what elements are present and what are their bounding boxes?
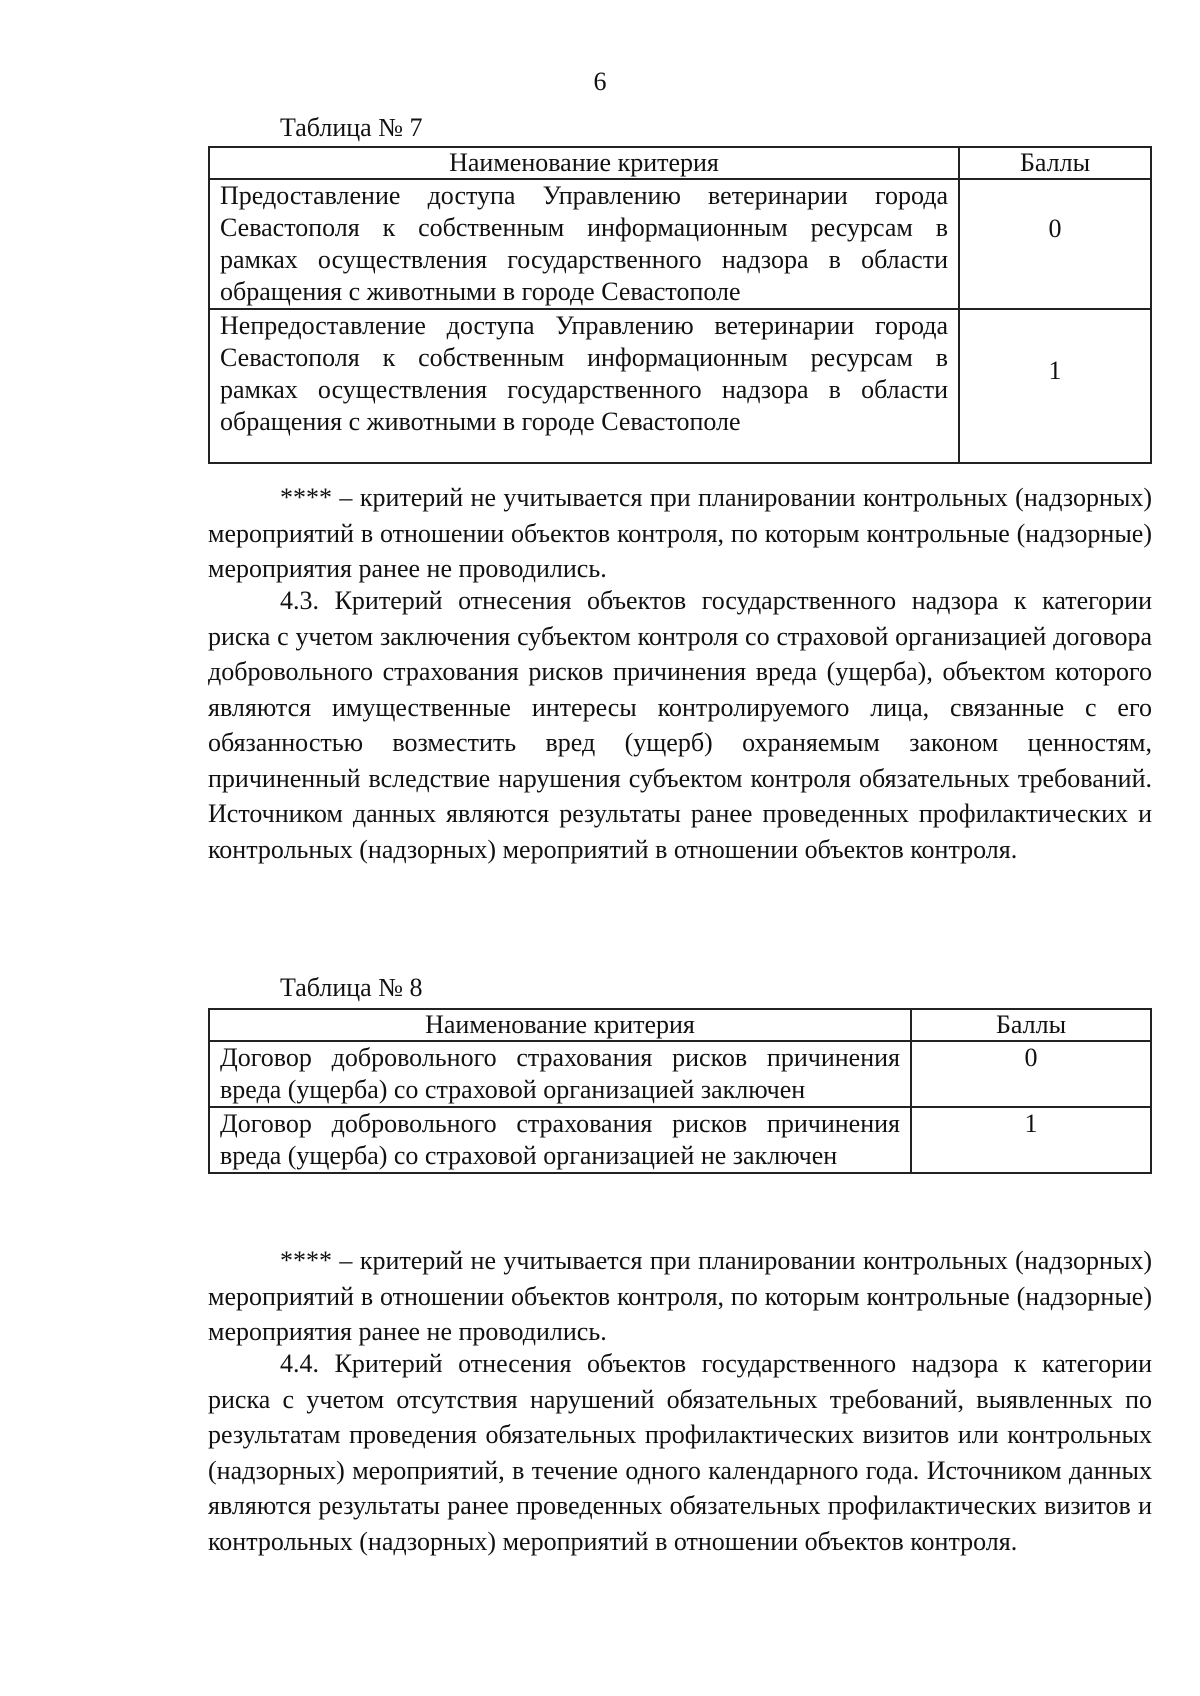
table-row (209, 1107, 1151, 1173)
column-header-points: Баллы (911, 1009, 1151, 1041)
section-4-3-paragraph: 4.3. Критерий отнесения объектов государственного надзора к категории риска с учетом заключения субъектом контроля со страховой организацией договора добровольного страхования рисков причинения вреда (ущерба), объектом которого являются имущественные интересы контролируемого лица, связанные с его обязанностью возместить вред (ущерб) охраняемым законом ценностям, причиненный вследствие нарушения субъектом контроля обязательных требований. Источником данных являются результаты ранее проведенных профилактических и контрольных (надзорных) мероприятий в отношении объектов контроля. (208, 586, 1152, 864)
criteria-table-7 (208, 146, 1152, 464)
points-cell (911, 1041, 1151, 1107)
points-value: 0 (1048, 214, 1062, 243)
criteria-table-8 (208, 1008, 1152, 1174)
table-row (209, 179, 1151, 309)
criterion-name-cell: Договор добровольного страхования рисков причинения вреда (ущерба) со страховой организацией не заключен (209, 1107, 911, 1173)
points-value: 1 (1048, 356, 1062, 385)
points-value: 1 (1024, 1109, 1038, 1138)
footnote-note: **** – критерий не учитывается при планировании контрольных (надзорных) мероприятий в отношении объектов контроля, по которым контрольные (надзорные) мероприятия ранее не проводились. (208, 1246, 1152, 1346)
section-4-4-paragraph: 4.4. Критерий отнесения объектов государственного надзора к категории риска с учетом отсутствия нарушений обязательных требований, выявленных по результатам проведения обязательных профилактических визитов или контрольных (надзорных) мероприятий, в течение одного календарного года. Источником данных являются результаты ранее проведенных обязательных профилактических визитов и контрольных (надзорных) мероприятий в отношении объектов контроля. (208, 1349, 1152, 1556)
table-7-caption: Таблица № 7 (280, 113, 423, 142)
table-row (209, 309, 1151, 463)
criterion-name-cell: Договор добровольного страхования рисков причинения вреда (ущерба) со страховой организацией заключен (209, 1041, 911, 1107)
footnote-note: **** – критерий не учитывается при планировании контрольных (надзорных) мероприятий в отношении объектов контроля, по которым контрольные (надзорные) мероприятия ранее не проводились. (208, 483, 1152, 583)
column-header-points: Баллы (959, 147, 1151, 179)
points-cell (959, 309, 1151, 463)
points-cell (959, 179, 1151, 309)
points-cell (911, 1107, 1151, 1173)
table-header-row (209, 1009, 1151, 1041)
points-value: 0 (1024, 1043, 1038, 1072)
criterion-name-cell: Непредоставление доступа Управлению ветеринарии города Севастополя к собственным информационным ресурсам в рамках осуществления государственного надзора в области обращения с животными в городе Севастополе (209, 309, 959, 463)
table-header-row (209, 147, 1151, 179)
page-number: 6 (593, 67, 607, 96)
criterion-name-cell: Предоставление доступа Управлению ветеринарии города Севастополя к собственным информационным ресурсам в рамках осуществления государственного надзора в области обращения с животными в городе Севастополе (209, 179, 959, 309)
column-header-criterion: Наименование критерия (209, 1009, 911, 1041)
table-8-caption: Таблица № 8 (280, 973, 423, 1002)
table-row (209, 1041, 1151, 1107)
column-header-criterion: Наименование критерия (209, 147, 959, 179)
